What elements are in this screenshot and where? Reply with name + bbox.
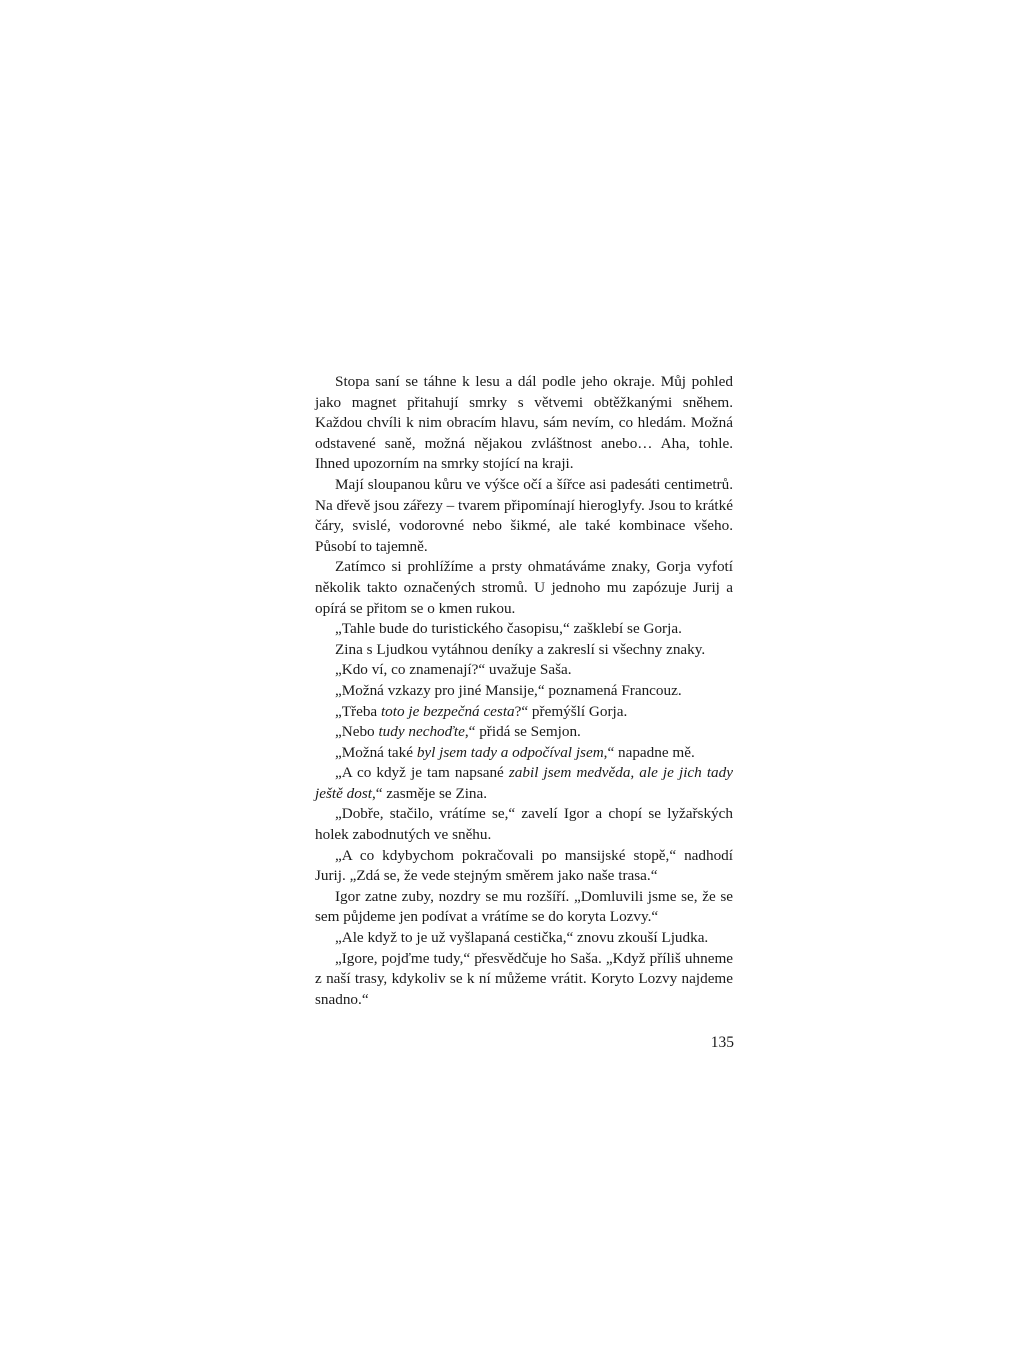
text-run: Mají sloupanou kůru ve výšce očí a šířce asi padesáti centimetrů. Na dřevě jsou zářezy – tvarem připomínají hieroglyfy. Jsou to krátké čáry, svislé, vodorovné nebo šikmé, ale také kombinace všeho. Působí to tajemně. bbox=[315, 475, 733, 555]
text-run: ?“ přemýšlí Gorja. bbox=[514, 702, 628, 720]
text-run: Zina s Ljudkou vytáhnou deníky a zakreslí si všechny znaky. bbox=[335, 640, 706, 658]
text-run: Igor zatne zuby, nozdry se mu rozšíří. „Domluvili jsme se, že se sem půjdeme jen podívat a vrátíme se do koryta Lozvy.“ bbox=[315, 887, 733, 926]
text-run: „Třeba bbox=[335, 702, 381, 720]
text-run: ,“ přidá se Semjon. bbox=[464, 723, 581, 741]
text-run: „Tahle bude do turistického časopisu,“ zašklebí se Gorja. bbox=[335, 620, 682, 638]
text-run: „Nebo bbox=[335, 723, 379, 741]
text-run: „A co kdybychom pokračovali po mansijské stopě,“ nadhodí Jurij. „Zdá se, že vede stejným směrem jako naše trasa.“ bbox=[315, 846, 733, 885]
paragraph bbox=[315, 475, 733, 557]
paragraph bbox=[315, 949, 733, 1011]
paragraph bbox=[315, 928, 733, 949]
text-run: „Možná také bbox=[335, 743, 417, 761]
body-text bbox=[315, 372, 733, 1010]
paragraph bbox=[315, 846, 733, 887]
text-run: „Kdo ví, co znamenají?“ uvažuje Saša. bbox=[335, 661, 572, 679]
text-run: Stopa saní se táhne k lesu a dál podle jeho okraje. Můj pohled jako magnet přitahují smrky s větvemi obtěžkanými sněhem. Každou chvíli k nim obracím hlavu, sám nevím, co hledám. Možná odstavené saně, možná nějakou zvláštnost anebo… Aha, tohle. Ihned upozorním na smrky stojící na kraji. bbox=[315, 373, 733, 473]
text-run: „Dobře, stačilo, vrátíme se,“ zavelí Igor a chopí se lyžařských holek zabodnutých ve sněhu. bbox=[315, 805, 733, 844]
paragraph bbox=[315, 722, 733, 743]
paragraph bbox=[315, 681, 733, 702]
italic-text: zabil jsem medvěda, ale je jich tady ještě dost bbox=[315, 764, 733, 802]
text-run: Zatímco si prohlížíme a prsty ohmatáváme znaky, Gorja vyfotí několik takto označených stromů. U jednoho mu zapózuje Jurij a opírá se přitom se o kmen rukou. bbox=[315, 558, 733, 617]
paragraph bbox=[315, 743, 733, 764]
paragraph bbox=[315, 702, 733, 723]
italic-text: toto je bezpečná cesta bbox=[380, 702, 515, 720]
text-run: „Možná vzkazy pro jiné Mansije,“ poznamená Francouz. bbox=[335, 681, 682, 699]
paragraph bbox=[315, 372, 733, 475]
paragraph bbox=[315, 763, 733, 804]
text-run: „A co když je tam napsané bbox=[335, 764, 509, 782]
text-run: „Igore, pojďme tudy,“ přesvědčuje ho Saša. „Když příliš uhneme z naší trasy, kdykoliv se k ní můžeme vrátit. Koryto Lozvy najdeme snadno.“ bbox=[315, 949, 733, 1008]
italic-text: tudy nechoďte bbox=[378, 723, 465, 741]
paragraph bbox=[315, 557, 733, 619]
italic-text: byl jsem tady a odpočíval jsem bbox=[416, 743, 604, 761]
text-run: „Ale když to je už vyšlapaná cestička,“ znovu zkouší Ljudka. bbox=[335, 929, 709, 947]
paragraph bbox=[315, 660, 733, 681]
text-run: ,“ zasměje se Zina. bbox=[371, 784, 488, 802]
page-number: 135 bbox=[710, 1034, 734, 1051]
paragraph bbox=[315, 619, 733, 640]
text-run: ,“ napadne mě. bbox=[603, 743, 695, 761]
paragraph bbox=[315, 887, 733, 928]
paragraph bbox=[315, 804, 733, 845]
paragraph bbox=[315, 640, 733, 661]
